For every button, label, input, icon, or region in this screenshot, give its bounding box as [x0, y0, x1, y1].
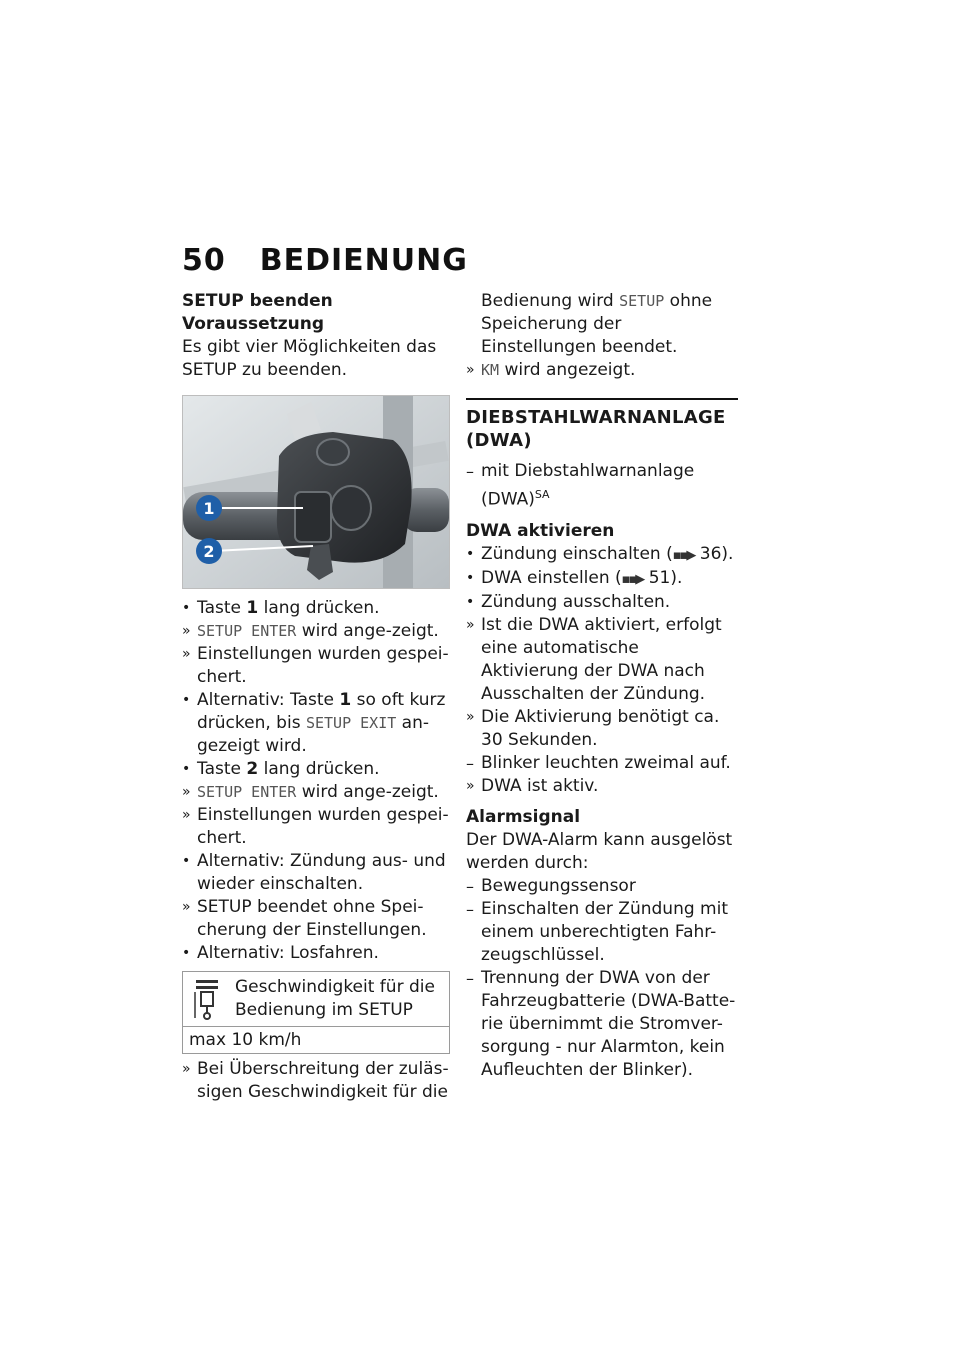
- item-text: Taste: [197, 598, 247, 618]
- item-text: Ist die DWA aktiviert, erfolgt eine automatische Aktivierung der DWA nach Ausschalten der Zündung.: [481, 614, 722, 704]
- page-reference-arrow-icon: ▪▪▶: [621, 571, 644, 587]
- result-marker: »: [466, 616, 475, 633]
- list-item: [466, 567, 738, 591]
- bullet-marker: •: [182, 853, 191, 869]
- list-item: [182, 758, 450, 781]
- item-text: so oft kurz drücken, bis: [197, 690, 446, 733]
- item-text: wird ange-zeigt.: [296, 782, 439, 802]
- special-equipment-badge: SA: [534, 488, 550, 501]
- page-reference-arrow-icon: ▪▪▶: [672, 547, 695, 563]
- item-text: SETUP beendet ohne Spei-cherung der Einstellungen.: [197, 897, 427, 940]
- item-text: an-gezeigt wird.: [197, 713, 430, 756]
- item-text: Trennung der DWA von der Fahrzeugbatterie (DWA-Batte-rie übernimmt die Stromver-sorgung - nur Alarmton, kein Aufleuchten der Blinker).: [481, 967, 736, 1080]
- result-marker: »: [466, 708, 475, 725]
- item-text: Alternativ: Taste: [197, 690, 340, 710]
- bullet-marker: •: [466, 569, 475, 586]
- list-item: [182, 804, 450, 850]
- result-marker: »: [182, 623, 191, 639]
- display-text: KM: [481, 361, 500, 379]
- speed-box-value: max 10 km/h: [183, 1026, 449, 1053]
- list-item: [182, 689, 450, 758]
- heading-alarmsignal: Alarmsignal: [466, 806, 581, 827]
- list-item: [182, 896, 450, 942]
- result-marker: »: [182, 807, 191, 823]
- list-item: [466, 875, 738, 898]
- speed-info-box: [182, 971, 450, 1054]
- item-text: Alternativ: Zündung aus- und wieder einschalten.: [197, 851, 446, 894]
- list-item: [182, 643, 450, 689]
- list-item: [182, 942, 450, 965]
- item-text: Bei Überschreitung der zuläs-sigen Geschwindigkeit für die: [197, 1059, 449, 1102]
- bullet-marker: •: [466, 593, 475, 610]
- item-text: Zündung einschalten (: [481, 543, 673, 564]
- item-text: lang drücken.: [258, 759, 380, 779]
- item-text: Einschalten der Zündung mit einem unberechtigten Fahr-zeugschlüssel.: [481, 898, 728, 965]
- item-text: ohne Speicherung der Einstellungen beendet.: [481, 291, 713, 357]
- list-item: [466, 775, 738, 798]
- item-text: Blinker leuchten zweimal auf.: [481, 752, 731, 773]
- item-text: Bewegungssensor: [481, 875, 636, 896]
- list-item: [466, 706, 738, 752]
- right-column: [466, 290, 738, 1082]
- item-text: lang drücken.: [258, 598, 380, 618]
- list-item: [466, 359, 738, 382]
- item-text: wird angezeigt.: [499, 360, 636, 380]
- result-marker: »: [182, 646, 191, 662]
- page-reference[interactable]: 51).: [643, 567, 683, 588]
- item-text: Zündung ausschalten.: [481, 591, 671, 612]
- list-item: [466, 591, 738, 614]
- option-item: [466, 460, 738, 512]
- section-divider: [466, 398, 738, 400]
- list-item: [182, 781, 450, 804]
- page-title: BEDIENUNG: [259, 243, 468, 278]
- item-text: Einstellungen wurden gespei-chert.: [197, 805, 449, 848]
- continued-text: [466, 290, 738, 359]
- key-number: 1: [339, 690, 352, 710]
- result-marker: »: [182, 784, 191, 800]
- display-text: SETUP: [619, 292, 665, 310]
- item-text: Einstellungen wurden gespei-chert.: [197, 644, 449, 687]
- bullet-marker: •: [466, 545, 475, 562]
- speed-box-label: Geschwindigkeit für die Bedienung im SETUP: [235, 977, 435, 1020]
- dash-marker: –: [466, 876, 474, 896]
- list-item: [182, 620, 450, 643]
- callout-2-label: 2: [203, 542, 215, 561]
- key-number: 1: [246, 598, 259, 618]
- item-text: Taste: [197, 759, 247, 779]
- callout-1-label: 1: [203, 499, 215, 518]
- dash-marker: –: [466, 462, 474, 481]
- left-column: [182, 290, 450, 1104]
- item-text: wird ange-zeigt.: [296, 621, 439, 641]
- dash-marker: –: [466, 968, 474, 988]
- dash-marker: –: [466, 899, 474, 919]
- list-item: [182, 1058, 450, 1104]
- bullet-marker: •: [182, 945, 191, 961]
- heading-dwa-aktivieren: DWA aktivieren: [466, 520, 615, 541]
- item-text: DWA einstellen (: [481, 567, 622, 588]
- list-item: [182, 850, 450, 896]
- display-text: SETUP ENTER: [197, 622, 297, 640]
- page-header: [182, 243, 468, 278]
- item-text: Alternativ: Losfahren.: [197, 943, 379, 963]
- list-item: [466, 752, 738, 775]
- list-item: [466, 543, 738, 567]
- key-number: 2: [246, 759, 259, 779]
- section-heading-setup-beenden: SETUP beenden: [182, 291, 333, 311]
- section-title-dwa: DIEBSTAHLWARNANLAGE (DWA): [466, 407, 726, 451]
- subheading-voraussetzung: Voraussetzung: [182, 314, 325, 334]
- speedometer-limit-icon: [187, 976, 227, 1022]
- item-text: DWA ist aktiv.: [481, 775, 599, 796]
- page-reference[interactable]: 36).: [694, 543, 734, 564]
- handlebar-switch-illustration: [183, 396, 449, 588]
- display-text: SETUP ENTER: [197, 783, 297, 801]
- list-item: [182, 597, 450, 620]
- result-marker: »: [466, 362, 475, 378]
- list-item: [466, 898, 738, 967]
- dash-marker: –: [466, 753, 474, 773]
- page-number: 50: [182, 243, 226, 278]
- bullet-marker: •: [182, 761, 191, 777]
- bullet-marker: •: [182, 692, 191, 708]
- bullet-marker: •: [182, 600, 191, 616]
- handlebar-switch-figure: [182, 395, 450, 589]
- item-text: mit Diebstahlwarnanlage (DWA): [481, 461, 695, 510]
- item-text: Die Aktivierung benötigt ca. 30 Sekunden.: [481, 706, 720, 750]
- item-text: Bedienung wird: [481, 291, 620, 311]
- result-marker: »: [466, 777, 475, 794]
- display-text: SETUP EXIT: [305, 714, 397, 732]
- list-item: [466, 614, 738, 706]
- list-item: [466, 967, 738, 1082]
- intro-text: Es gibt vier Möglichkeiten das SETUP zu beenden.: [182, 337, 437, 380]
- result-marker: »: [182, 899, 191, 915]
- result-marker: »: [182, 1061, 191, 1077]
- alarm-intro: Der DWA-Alarm kann ausgelöst werden durch:: [466, 829, 733, 873]
